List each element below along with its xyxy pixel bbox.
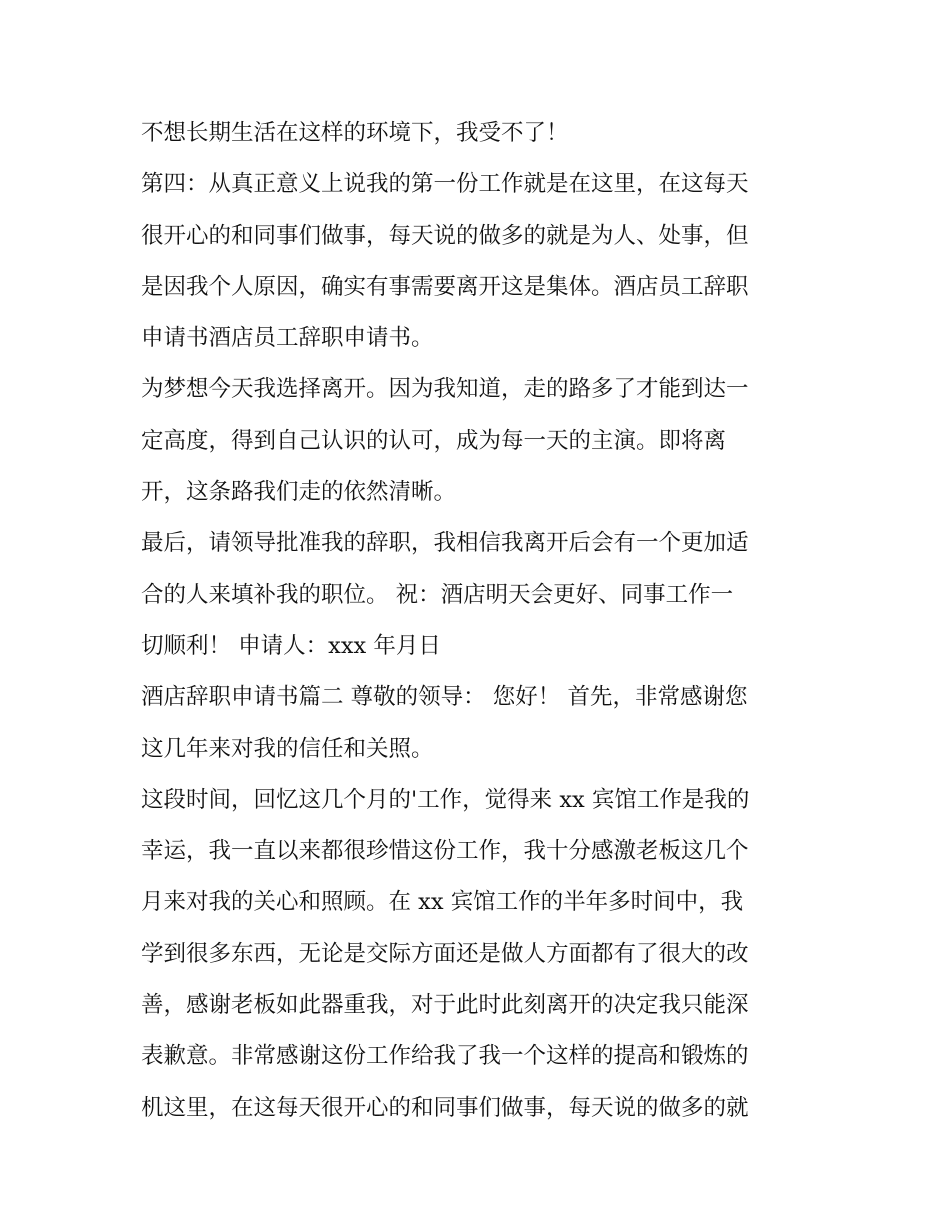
text-line: 幸运，我一直以来都很珍惜这份工作，我十分感激老板这几个 (141, 838, 749, 865)
document-body (141, 108, 821, 1134)
text-line: 善，感谢老板如此器重我，对于此时此刻离开的决定我只能深 (141, 992, 749, 1019)
text-line: 最后，请领导批准我的辞职，我相信我离开后会有一个更加适 (141, 530, 749, 557)
text-line: 表歉意。非常感谢这份工作给我了我一个这样的提高和锻炼的 (141, 1043, 749, 1070)
text-line: 申请书酒店员工辞职申请书。 (141, 325, 434, 352)
text-line: 切顺利！ 申请人：xxx 年月日 (141, 632, 441, 659)
text-line: 机这里，在这每天很开心的和同事们做事，每天说的做多的就 (141, 1094, 749, 1121)
text-line: 这几年来对我的信任和关照。 (141, 735, 434, 762)
text-line: 为梦想今天我选择离开。因为我知道，走的路多了才能到达一 (141, 376, 749, 403)
text-line: 不想长期生活在这样的环境下，我受不了！ (141, 120, 569, 146)
text-line: 是因我个人原因，确实有事需要离开这是集体。酒店员工辞职 (141, 273, 749, 300)
text-line: 酒店辞职申请书篇二 尊敬的领导： 您好！ 首先，非常感谢您 (141, 684, 748, 711)
text-line: 月来对我的关心和照顾。在 xx 宾馆工作的半年多时间中，我 (141, 889, 744, 916)
text-line: 定高度，得到自己认识的认可，成为每一天的主演。即将离 (141, 427, 727, 454)
text-line: 合的人来填补我的职位。 祝：酒店明天会更好、同事工作一 (141, 581, 734, 608)
text-line: 很开心的和同事们做事，每天说的做多的就是为人、处事，但 (141, 222, 749, 249)
text-line: 学到很多东西，无论是交际方面还是做人方面都有了很大的改 (141, 940, 749, 967)
text-line: 这段时间，回忆这几个月的'工作，觉得来 xx 宾馆工作是我的 (141, 786, 750, 813)
text-line: 开，这条路我们走的依然清晰。 (141, 479, 457, 506)
text-line: 第四：从真正意义上说我的第一份工作就是在这里，在这每天 (141, 171, 749, 198)
